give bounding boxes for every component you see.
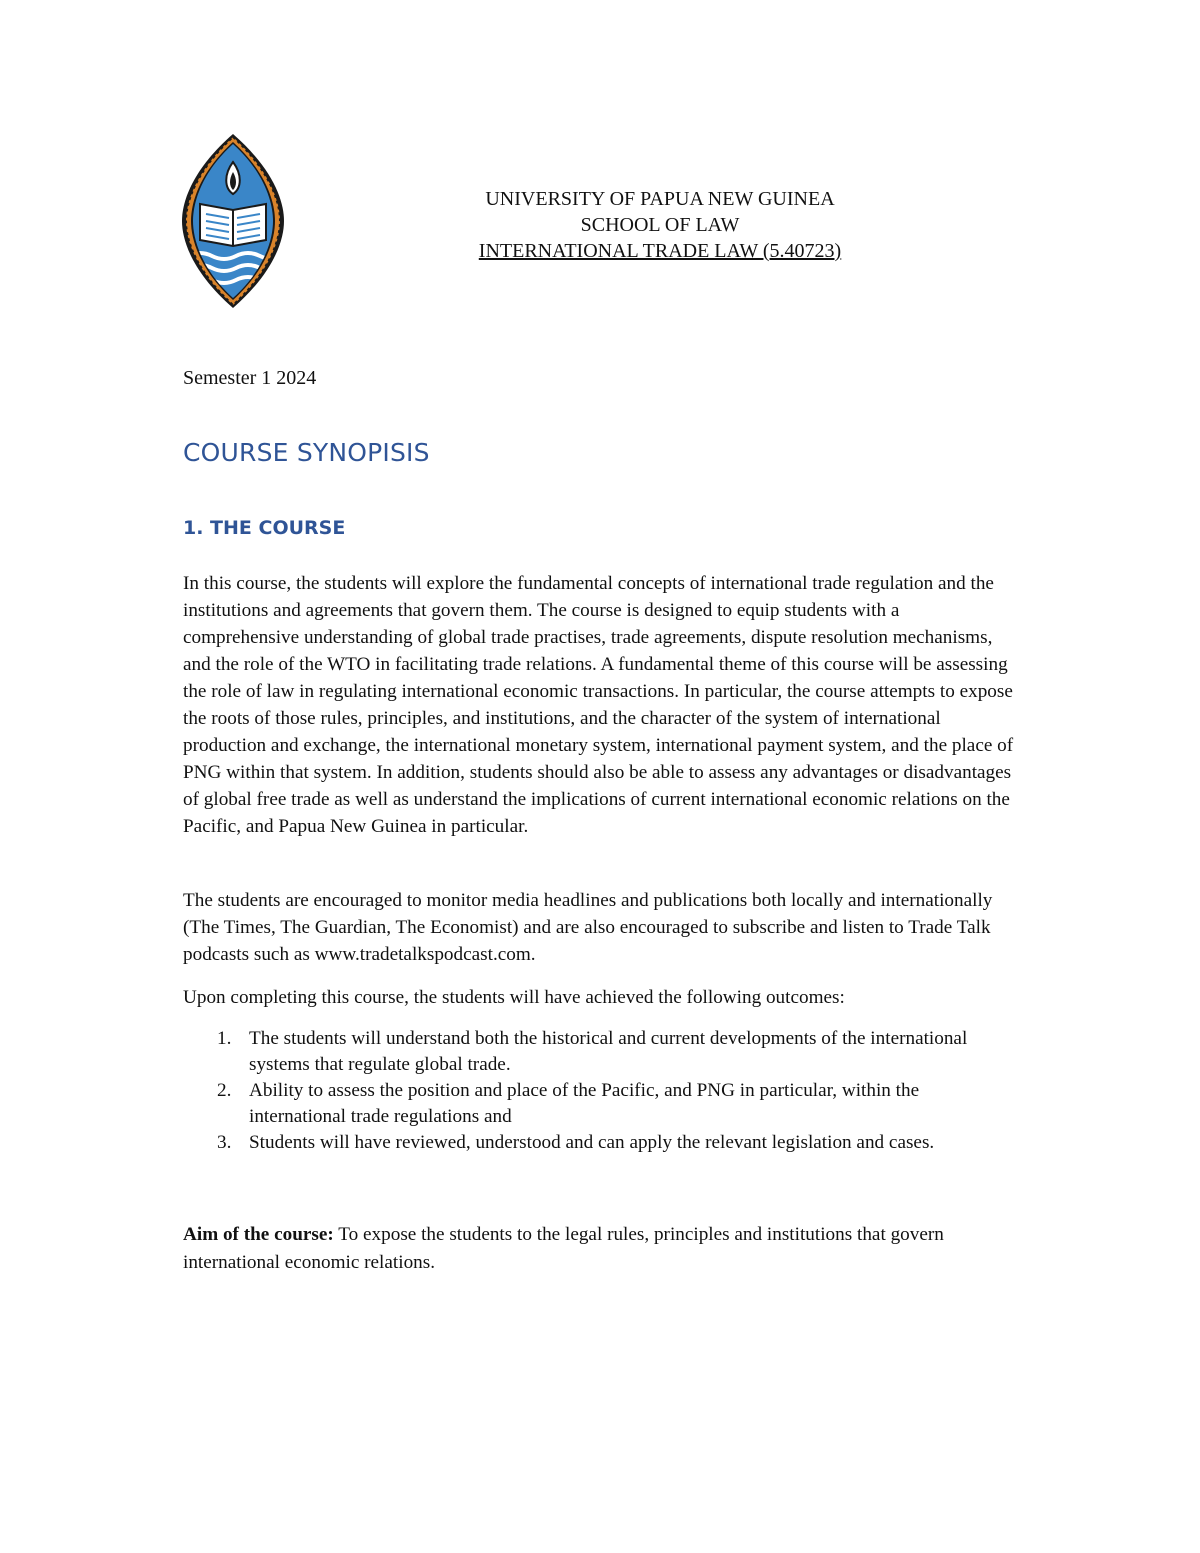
outcomes-list	[183, 1026, 1015, 1156]
outcome-number: 1.	[217, 1028, 232, 1049]
university-crest-icon	[180, 132, 286, 310]
outcome-item	[183, 1078, 1015, 1130]
aim-text: To expose the students to the legal rules, principles and institutions that govern international economic relations.	[183, 1224, 944, 1273]
outcome-text: Students will have reviewed, understood and can apply the relevant legislation and cases.	[249, 1132, 935, 1153]
outcome-item	[183, 1026, 1015, 1078]
outcome-number: 2.	[217, 1080, 232, 1101]
semester-label: Semester 1 2024	[183, 367, 317, 389]
course-title: INTERNATIONAL TRADE LAW (5.40723)	[478, 240, 842, 262]
section-heading-course: 1. THE COURSE	[183, 517, 346, 539]
outcome-text: Ability to assess the position and place of the Pacific, and PNG in particular, within the international trade regulations and	[249, 1080, 920, 1127]
school-name: SCHOOL OF LAW	[580, 214, 740, 236]
aim-label: Aim of the course:	[183, 1224, 334, 1245]
outcomes-intro-paragraph: Upon completing this course, the students will have achieved the following outcomes:	[183, 987, 845, 1008]
outcome-number: 3.	[217, 1132, 232, 1153]
course-description-paragraph: In this course, the students will explore the fundamental concepts of international trade regulation and the institutions and agreements that govern them. The course is designed to equip students with a comprehensive understanding of global trade practises, trade agreements, dispute resolution mechanisms, and the role of the WTO in facilitating trade relations. A fundamental theme of this course will be assessing the role of law in regulating international economic transactions. In particular, the course attempts to expose the roots of those rules, principles, and institutions, and the character of the system of international production and exchange, the international monetary system, international payment system, and the place of PNG within that system. In addition, students should also be able to assess any advantages or disadvantages of global free trade as well as understand the implications of current international economic relations on the Pacific, and Papua New Guinea in particular.	[183, 573, 1014, 837]
synopsis-heading: COURSE SYNOPISIS	[183, 438, 430, 467]
outcome-item	[183, 1130, 1015, 1156]
document-header	[440, 186, 880, 264]
university-name: UNIVERSITY OF PAPUA NEW GUINEA	[485, 188, 835, 210]
course-aim	[183, 1221, 1015, 1277]
media-recommendation-paragraph: The students are encouraged to monitor media headlines and publications both locally and internationally (The Times, The Guardian, The Economist) and are also encouraged to subscribe and listen to Trade Talk podcasts such as www.tradetalkspodcast.com.	[183, 890, 993, 965]
outcome-text: The students will understand both the historical and current developments of the international systems that regulate global trade.	[249, 1028, 968, 1075]
